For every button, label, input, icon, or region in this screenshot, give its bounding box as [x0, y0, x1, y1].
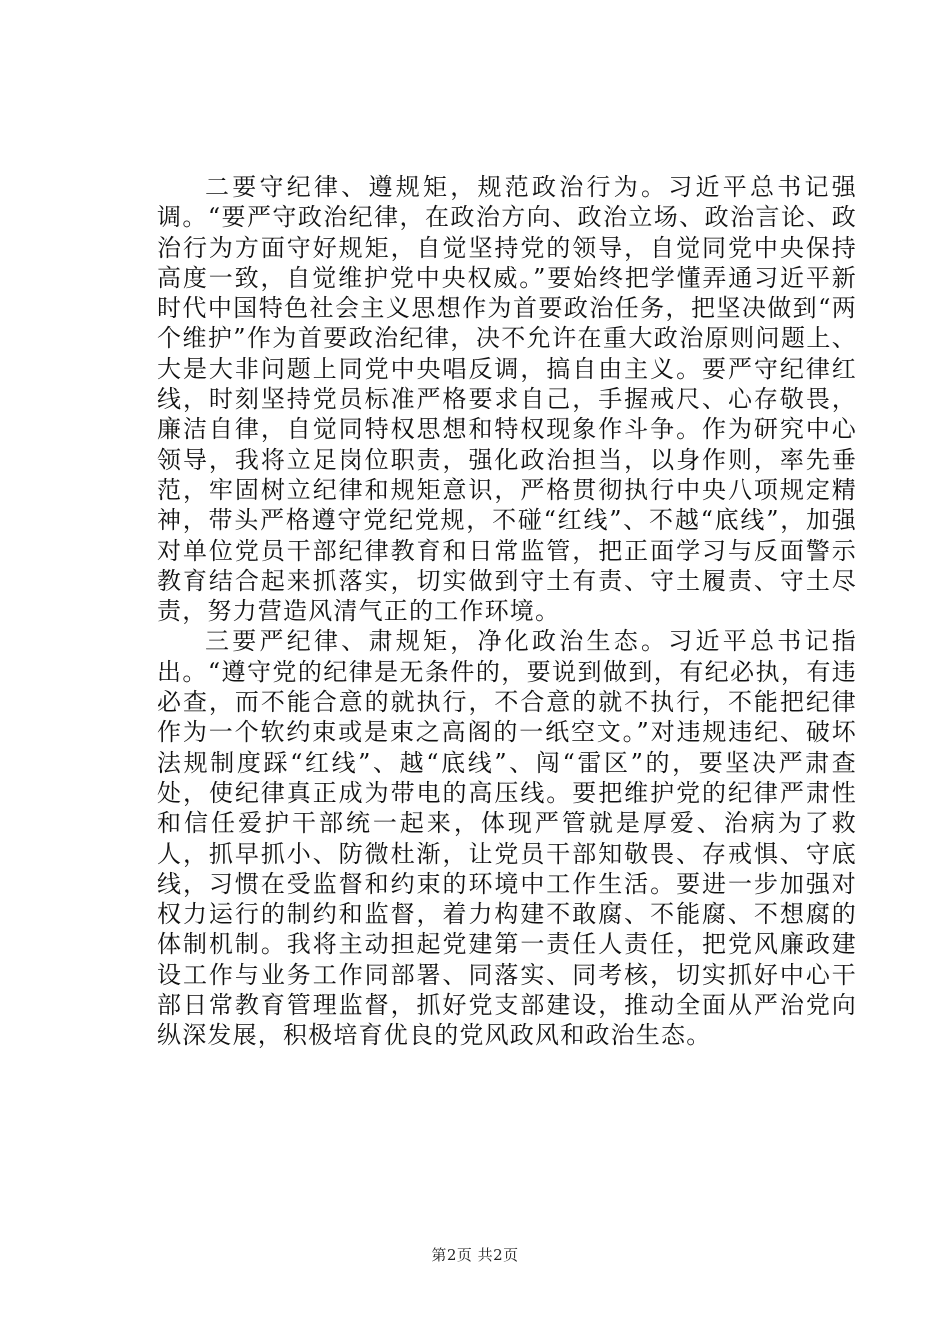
- page-footer: [0, 1245, 950, 1265]
- paragraph-discipline-rules: 二要守纪律、遵规矩，规范政治行为。习近平总书记强调。“要严守政治纪律，在政治方向、政治立场、政治言论、政治行为方面守好规矩，自觉坚持党的领导，自觉同党中央保持高度一致，自觉维护党中央权威。”要始终把学懂弄通习近平新时代中国特色社会主义思想作为首要政治任务，把坚决做到“两个维护”作为首要政治纪律，决不允许在重大政治原则问题上、大是大非问题上同党中央唱反调，搞自由主义。要严守纪律红线，时刻坚持党员标准严格要求自己，手握戒尺、心存敬畏，廉洁自律，自觉同特权思想和特权现象作斗争。作为研究中心领导，我将立足岗位职责，强化政治担当，以身作则，率先垂范，牢固树立纪律和规矩意识，严格贯彻执行中央八项规定精神，带头严格遵守党纪党规，不碰“红线”、不越“底线”，加强对单位党员干部纪律教育和日常监管，把正面学习与反面警示教育结合起来抓落实，切实做到守土有责、守土履责、守土尽责，努力营造风清气正的工作环境。: [157, 173, 857, 626]
- paragraph-strict-discipline: 三要严纪律、肃规矩，净化政治生态。习近平总书记指出。“遵守党的纪律是无条件的，要说到做到，有纪必执，有违必查，而不能合意的就执行，不合意的就不执行，不能把纪律作为一个软约束或是束之高阁的一纸空文。”对违规违纪、破坏法规制度踩“红线”、越“底线”、闯“雷区”的，要坚决严肃查处，使纪律真正成为带电的高压线。要把维护党的纪律严肃性和信任爱护干部统一起来，体现严管就是厚爱、治病为了救人，抓早抓小、防微杜渐，让党员干部知敬畏、存戒惧、守底线，习惯在受监督和约束的环境中工作生活。要进一步加强对权力运行的制约和监督，着力构建不敢腐、不能腐、不想腐的体制机制。我将主动担起党建第一责任人责任，把党风廉政建设工作与业务工作同部署、同落实、同考核，切实抓好中心干部日常教育管理监督，抓好党支部建设，推动全面从严治党向纵深发展，积极培育优良的党风政风和政治生态。: [157, 627, 857, 1050]
- document-body: [157, 172, 857, 1051]
- page-number: 第2页 共2页: [431, 1246, 519, 1264]
